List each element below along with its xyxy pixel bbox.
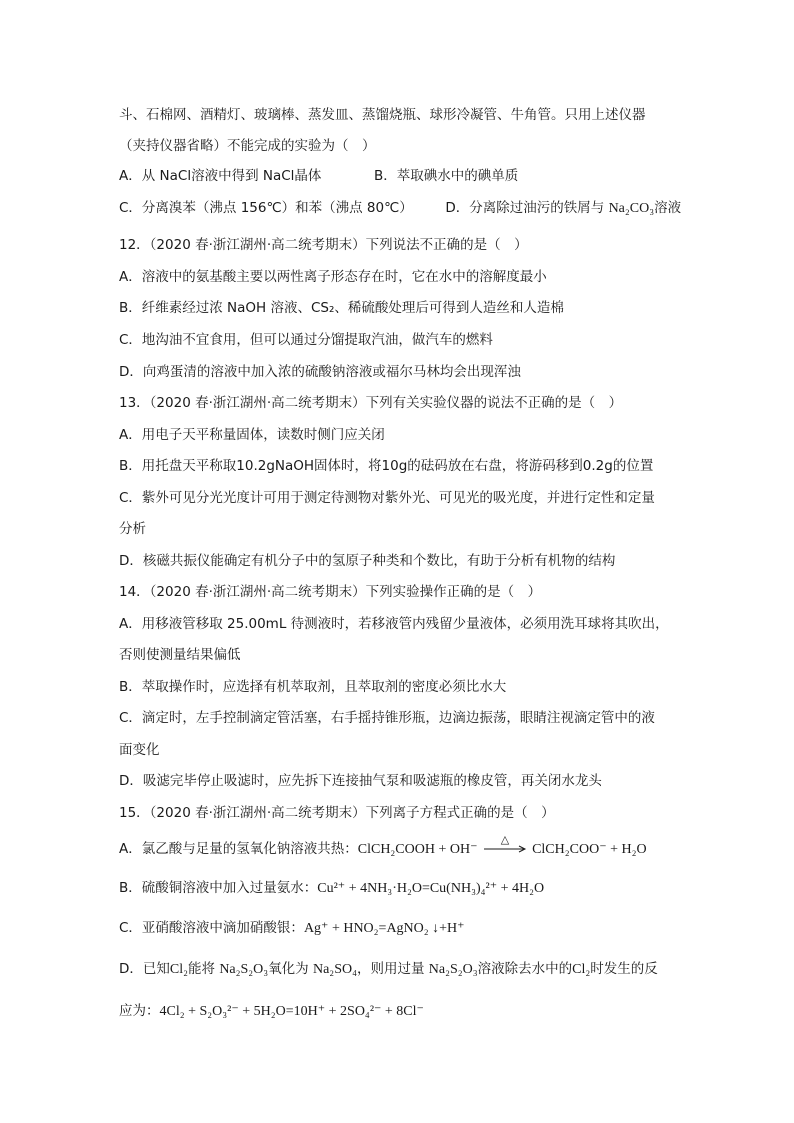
question-15-option-a — [119, 834, 647, 859]
text-line: D．核磁共振仪能确定有机分子中的氢原子种类和个数比，有助于分析有机物的结构 — [119, 553, 616, 569]
question-13-option-c — [119, 489, 655, 507]
option-a: A．从 NaCl溶液中得到 NaCl晶体 — [119, 168, 322, 184]
option-c: C．分离溴苯（沸点 156℃）和苯（沸点 80℃） — [119, 200, 413, 216]
text-line: 12．（2020 春·浙江湖州·高二统考期末）下列说法不正确的是（ ） — [119, 237, 528, 253]
text-line: C．地沟油不宜食用，但可以通过分馏提取汽油，做汽车的燃料 — [119, 332, 493, 348]
question-15-stem — [119, 804, 555, 822]
text-line: 否则使测量结果偏低 — [119, 647, 241, 663]
formula-15c: Ag⁺ + HNO₂=AgNO₂ ↓+H⁺ — [303, 921, 465, 936]
text-line: 斗、石棉网、酒精灯、玻璃棒、蒸发皿、蒸馏烧瓶、球形冷凝管、牛角管。只用上述仪器 — [119, 107, 646, 123]
question-14-option-d — [119, 772, 602, 790]
question-13-option-d — [119, 552, 615, 570]
formula-15a-right: ClCH₂COO⁻ + H₂O — [532, 842, 647, 857]
text-line: 分析 — [119, 521, 146, 537]
question-11-stem-end — [119, 137, 376, 155]
question-14-option-a — [119, 615, 669, 633]
formula-na2s2o3: Na₂S₂O₃ — [428, 962, 478, 977]
formula-na2so4: Na₂SO₄ — [312, 962, 357, 977]
formula-cl2: Cl₂ — [169, 962, 189, 977]
question-15-option-c — [119, 919, 465, 938]
question-13-option-b — [119, 457, 653, 475]
text-line: A．溶液中的氨基酸主要以两性离子形态存在时，它在水中的溶解度最小 — [119, 269, 547, 285]
question-11-continuation — [119, 106, 646, 124]
option-b-text: B．硫酸铜溶液中加入过量氨水： — [119, 880, 318, 896]
question-14-stem — [119, 583, 541, 601]
text-line: 15．（2020 春·浙江湖州·高二统考期末）下列离子方程式正确的是（ ） — [119, 805, 555, 821]
question-15-option-d-cont — [119, 1002, 424, 1021]
option-d-end: 溶液 — [654, 200, 682, 216]
option-c-text: C．亚硝酸溶液中滴加硝酸银： — [119, 920, 304, 936]
heating-arrow — [482, 834, 528, 856]
formula-15b: Cu²⁺ + 4NH₃·H₂O=Cu(NH₃)₄²⁺ + 4H₂O — [317, 881, 545, 896]
question-14-option-c-cont — [119, 741, 160, 759]
text-line: B．用托盘天平称取10.2gNaOH固体时，将10g的砝码放在右盘，将游码移到0.2g的位置 — [119, 458, 654, 474]
question-14-option-b — [119, 678, 506, 696]
text-fragment: 能将 — [188, 961, 220, 977]
question-13-stem — [119, 394, 622, 412]
text-line: B．纤维素经过浓 NaOH 溶液、CS₂、稀硫酸处理后可得到人造丝和人造棉 — [119, 300, 564, 316]
text-fragment: 时发生的反 — [590, 961, 658, 977]
text-line: C．紫外可见分光光度计可用于测定待测物对紫外光、可见光的吸光度，并进行定性和定量 — [119, 490, 655, 506]
question-15-option-d — [119, 960, 658, 979]
question-11-options-cd — [119, 199, 681, 218]
question-12-option-b — [119, 299, 564, 317]
question-15-option-b — [119, 879, 544, 898]
question-14-option-a-cont — [119, 646, 241, 664]
text-line: A．用移液管移取 25.00mL 待测液时，若移液管内残留少量液体，必须用洗耳球将其吹出， — [119, 616, 669, 632]
text-fragment: 应为： — [119, 1003, 160, 1019]
text-fragment: ，则用过量 — [356, 961, 429, 977]
question-12-option-a — [119, 268, 547, 286]
text-line: 13．（2020 春·浙江湖州·高二统考期末）下列有关实验仪器的说法不正确的是（ ） — [119, 395, 623, 411]
text-fragment: 氧化为 — [268, 961, 313, 977]
arrow-condition: △ — [500, 834, 510, 846]
text-line: 面变化 — [119, 742, 160, 758]
text-line: B．萃取操作时，应选择有机萃取剂，且萃取剂的密度必须比水大 — [119, 679, 507, 695]
question-12-option-c — [119, 331, 493, 349]
arrow-icon — [482, 834, 528, 858]
text-line: （夹持仪器省略）不能完成的实验为（ ） — [119, 138, 376, 154]
formula-15d: 4Cl₂ + S₂O₃²⁻ + 5H₂O=10H⁺ + 2SO₄²⁻ + 8Cl⁻ — [159, 1004, 424, 1019]
option-a-text: A．氯乙酸与足量的氢氧化钠溶液共热： — [119, 841, 358, 857]
question-13-option-a — [119, 426, 385, 444]
question-13-option-c-cont — [119, 520, 146, 538]
formula-na2s2o3: Na₂S₂O₃ — [219, 962, 269, 977]
formula-na2co3: Na₂CO₃ — [608, 201, 655, 216]
text-fragment: D．已知 — [119, 961, 170, 977]
formula-15a-left: ClCH₂COOH + OH⁻ — [357, 842, 478, 857]
formula-cl2: Cl₂ — [572, 962, 591, 977]
question-12-stem — [119, 236, 528, 254]
option-d: D．分离除过油污的铁屑与 — [445, 200, 609, 216]
option-b: B．萃取碘水中的碘单质 — [374, 168, 519, 184]
text-line: 14．（2020 春·浙江湖州·高二统考期末）下列实验操作正确的是（ ） — [119, 584, 542, 600]
text-line: D．向鸡蛋清的溶液中加入浓的硫酸钠溶液或福尔马林均会出现浑浊 — [119, 364, 521, 380]
text-line: A．用电子天平称量固体，读数时侧门应关闭 — [119, 427, 385, 443]
text-line: D．吸滤完毕停止吸滤时，应先拆下连接抽气泵和吸滤瓶的橡皮管，再关闭水龙头 — [119, 773, 602, 789]
question-12-option-d — [119, 363, 521, 381]
text-line: C．滴定时，左手控制滴定管活塞，右手摇持锥形瓶，边滴边振荡，眼睛注视滴定管中的液 — [119, 710, 655, 726]
question-11-options-ab — [119, 167, 518, 185]
text-fragment: 溶液除去水中的 — [477, 961, 573, 977]
question-14-option-c — [119, 709, 655, 727]
